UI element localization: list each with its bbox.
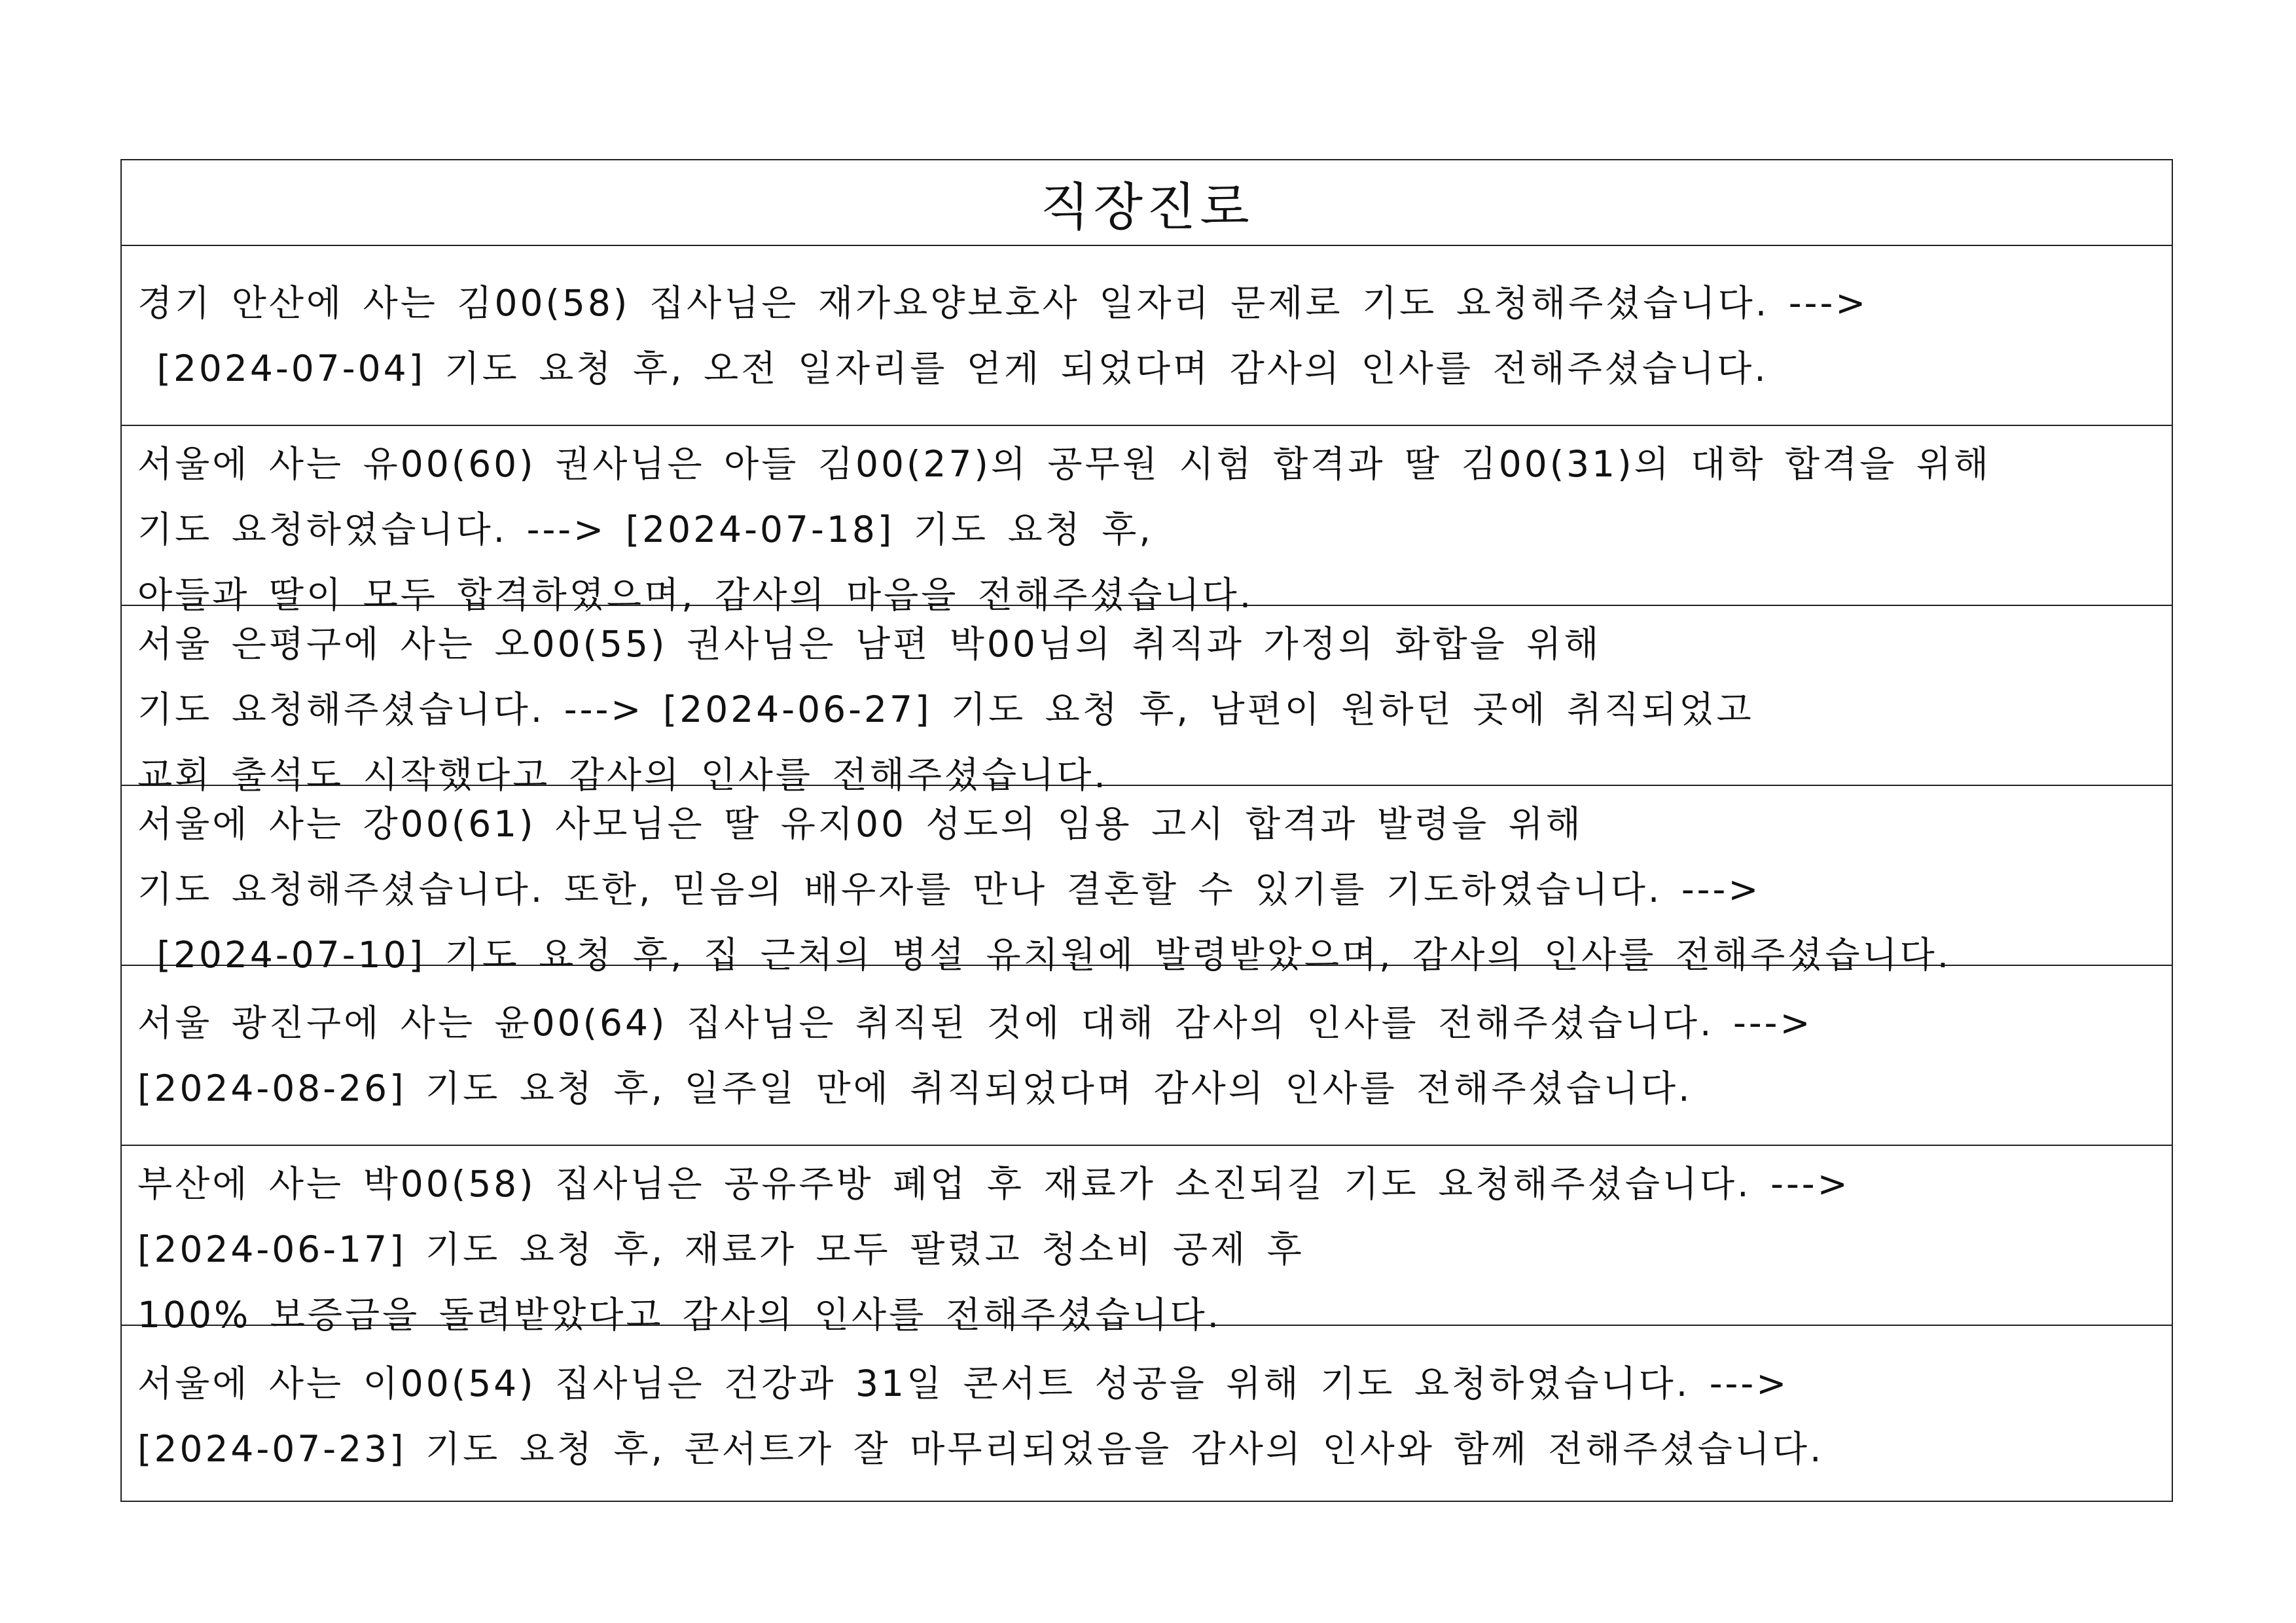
testimony-table [120,159,2173,1502]
entry-line: 100% 보증금을 돌려받았다고 감사의 인사를 전해주셨습니다. [137,1294,1222,1336]
entry-line: [2024-06-17] 기도 요청 후, 재료가 모두 팔렸고 청소비 공제 후 [137,1228,1304,1270]
entry-line: 서울 광진구에 사는 윤00(64) 집사님은 취직된 것에 대해 감사의 인사를 전해주셨습니다. ---> [137,1001,1813,1044]
entry-line: 서울에 사는 유00(60) 권사님은 아들 김00(27)의 공무원 시험 합격과 딸 김00(31)의 대학 합격을 위해 [137,443,1992,485]
page-title: 직장진로 [1040,177,1253,237]
entry-6 [122,1146,2172,1336]
entry-line: 아들과 딸이 모두 합격하였으며, 감사의 마음을 전해주셨습니다. [137,574,1254,616]
title-row [122,160,2172,246]
entry-line: [2024-07-04] 기도 요청 후, 오전 일자리를 얻게 되었다며 감사의 인사를 전해주셨습니다. [137,347,1768,389]
entry-line: 교회 출석도 시작했다고 감사의 인사를 전해주셨습니다. [137,754,1108,796]
entry-7 [122,1326,2172,1506]
entry-line: 기도 요청하였습니다. ---> [2024-07-18] 기도 요청 후, [137,508,1153,550]
entry-4 [122,786,2172,976]
entry-line: 부산에 사는 박00(58) 집사님은 공유주방 폐업 후 재료가 소진되길 기도 요청해주셨습니다. ---> [137,1163,1850,1205]
entry-line: [2024-07-23] 기도 요청 후, 콘서트가 잘 마무리되었음을 감사의 인사와 함께 전해주셨습니다. [137,1427,1824,1470]
entry-1 [122,246,2172,426]
entry-line: 경기 안산에 사는 김00(58) 집사님은 재가요양보호사 일자리 문제로 기도 요청해주셨습니다. ---> [137,281,1869,324]
entry-line: 서울 은평구에 사는 오00(55) 권사님은 남편 박00님의 취직과 가정의 화합을 위해 [137,623,1602,665]
entry-line: 서울에 사는 이00(54) 집사님은 건강과 31일 콘서트 성공을 위해 기도 요청하였습니다. ---> [137,1362,1789,1404]
entry-5 [122,966,2172,1146]
entry-3 [122,606,2172,796]
entry-line: [2024-08-26] 기도 요청 후, 일주일 만에 취직되었다며 감사의 인사를 전해주셨습니다. [137,1067,1693,1109]
entry-line: 서울에 사는 강00(61) 사모님은 딸 유지00 성도의 임용 고시 합격과 발령을 위해 [137,803,1583,845]
entry-line: 기도 요청해주셨습니다. 또한, 믿음의 배우자를 만나 결혼할 수 있기를 기도하였습니다. ---> [137,868,1761,910]
entry-line: [2024-07-10] 기도 요청 후, 집 근처의 병설 유치원에 발령받았으며, 감사의 인사를 전해주셨습니다. [137,934,1952,976]
entry-2 [122,426,2172,616]
entry-line: 기도 요청해주셨습니다. ---> [2024-06-27] 기도 요청 후, 남편이 원하던 곳에 취직되었고 [137,688,1754,730]
